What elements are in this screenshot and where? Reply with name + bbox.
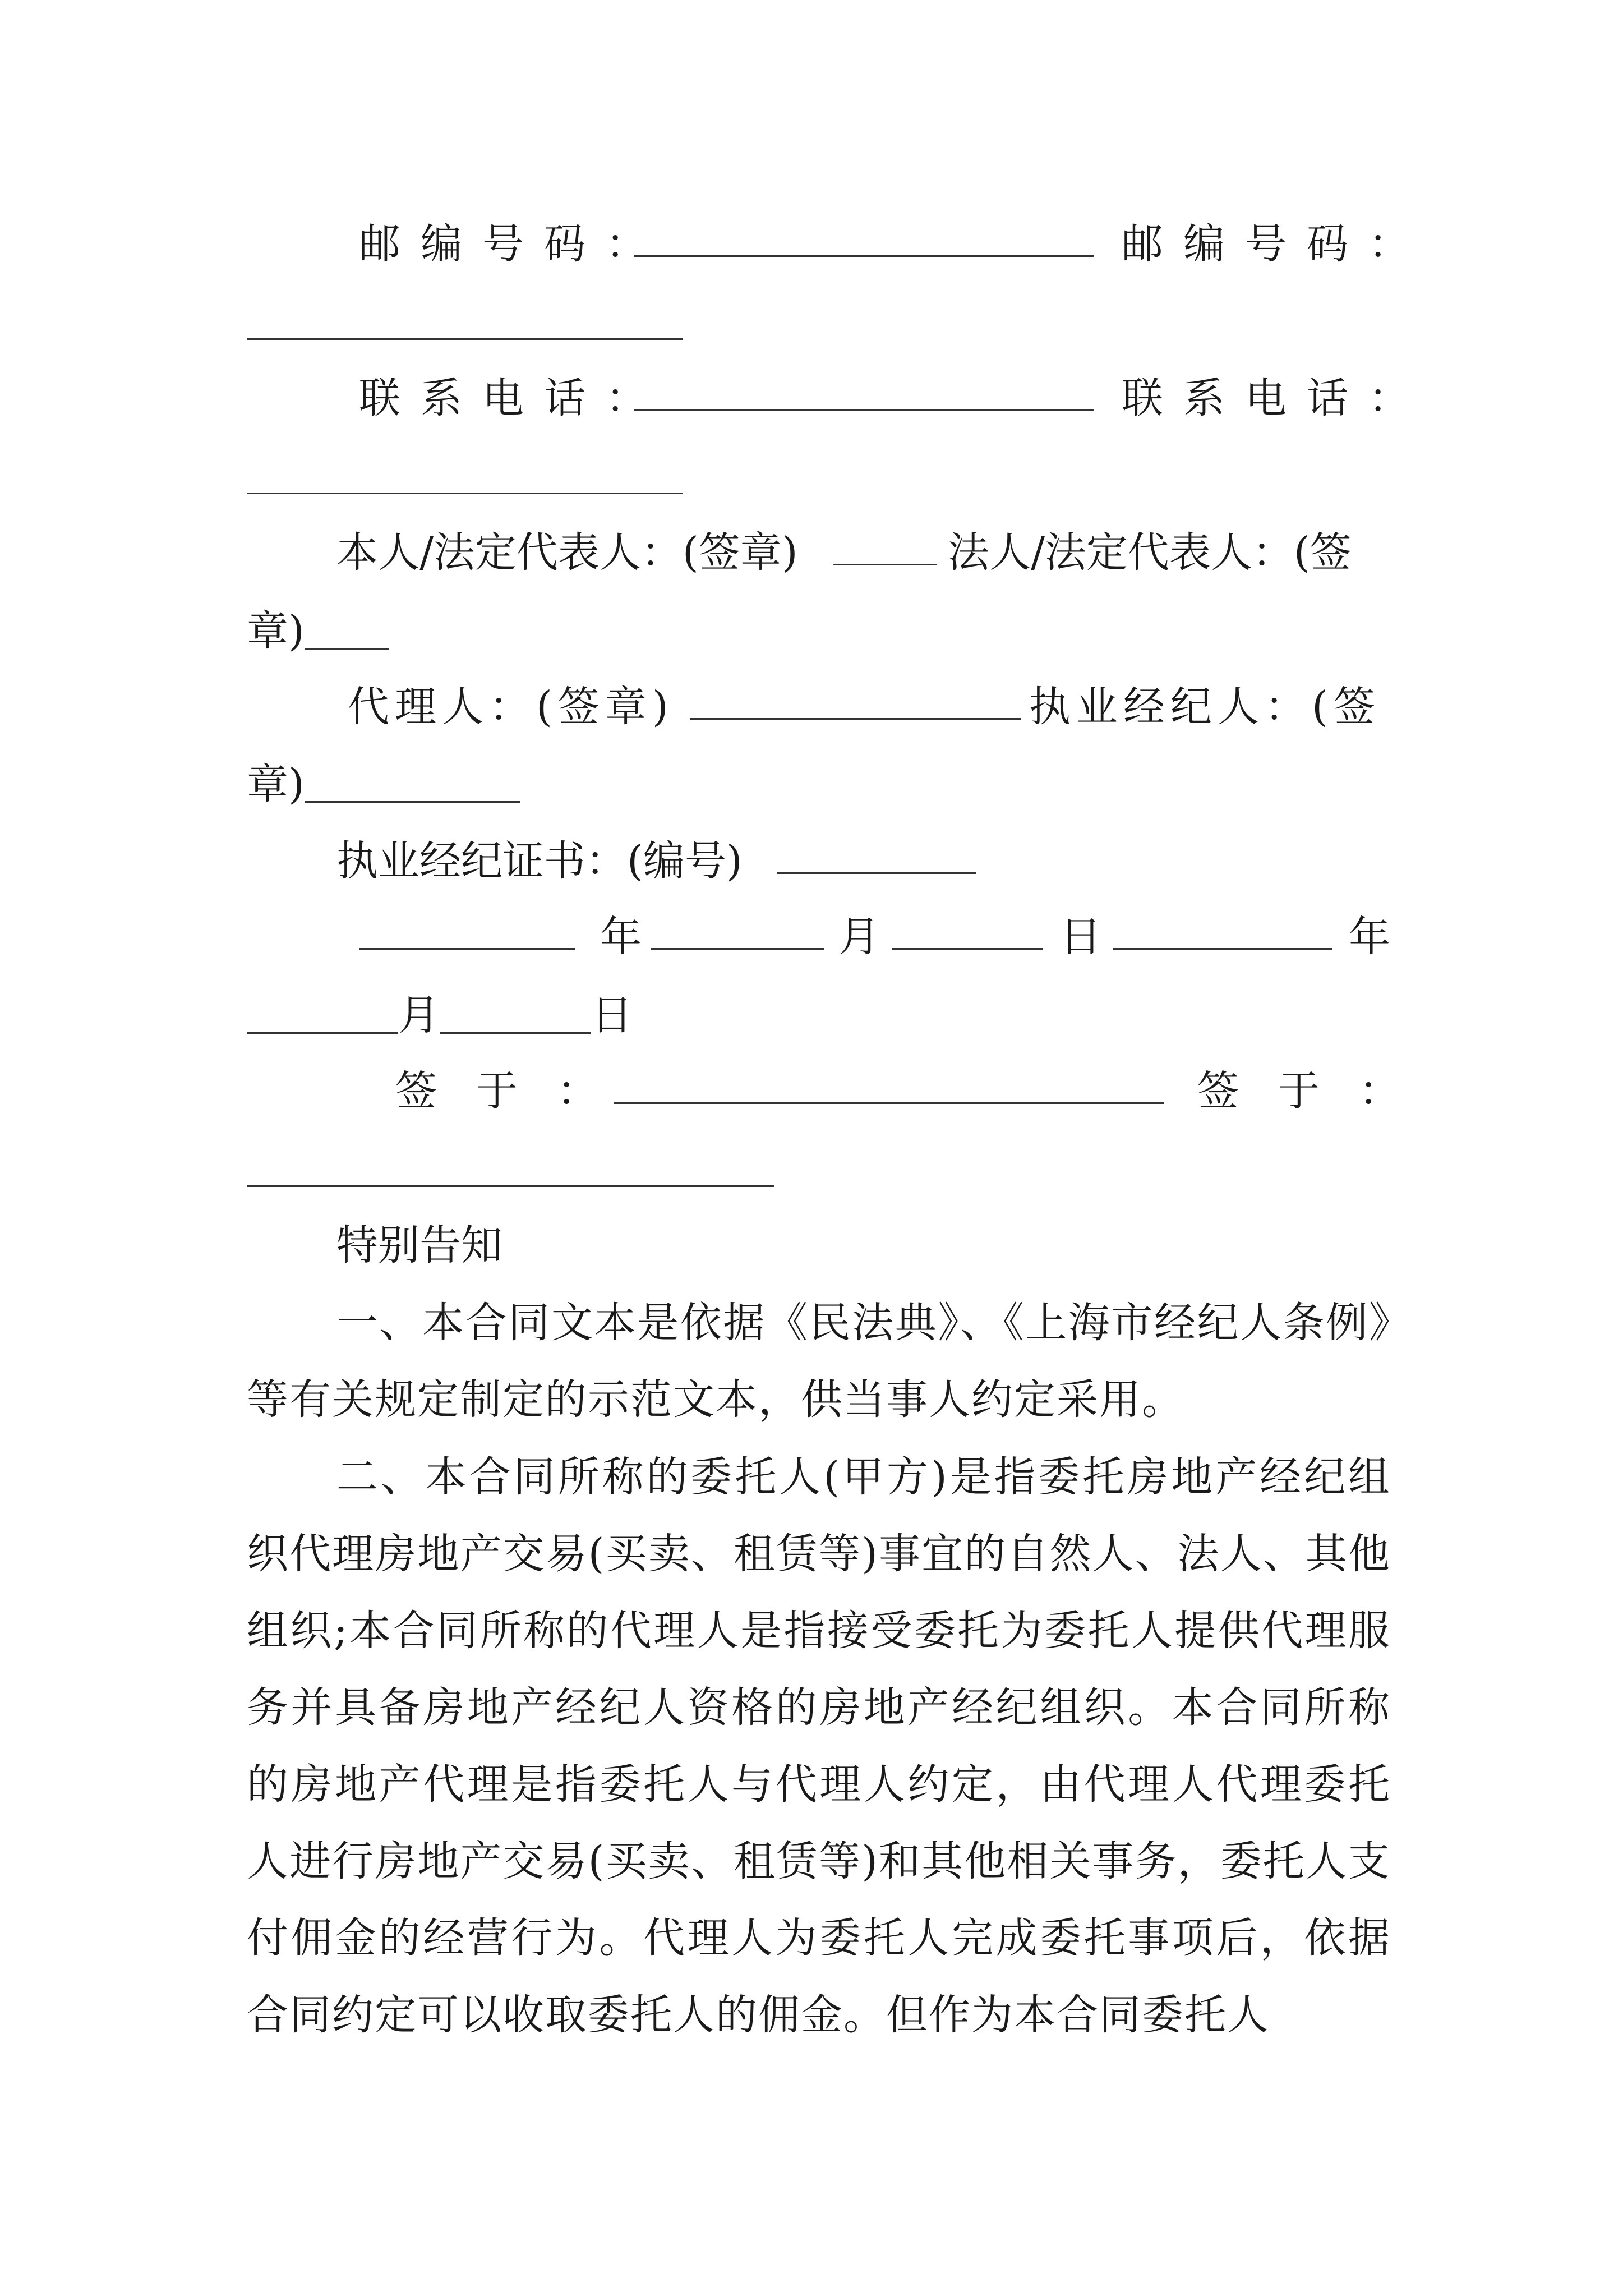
- date-cont-row: [247, 987, 1391, 1043]
- date-year-blank-left[interactable]: [359, 909, 575, 950]
- date-day-blank-right[interactable]: [440, 993, 591, 1034]
- agent-sign-blank[interactable]: [690, 679, 1021, 720]
- signed-at-blank-left[interactable]: [614, 1063, 1164, 1104]
- date-year-label-right: 年: [1349, 913, 1390, 961]
- signed-at-blank-right[interactable]: [247, 1185, 774, 1187]
- date-day-label-right: 日: [591, 991, 633, 1039]
- certificate-label: 执业经纪证书：(编号): [336, 837, 743, 885]
- notice-paragraph-2: 二、本合同所称的委托人(甲方)是指委托房地产经纪组织代理房地产交易(买卖、租赁等)事宜的自然人、法人、其他组织;本合同所称的代理人是指接受委托为委托人提供代理服务并具备房地产经纪人资格的房地产经纪组织。本合同所称的房地产代理是指委托人与代理人约定，由代理人代理委托人进行房地产交易(买卖、租赁等)和其他相关事务，委托人支付佣金的经营行为。代理人为委托人完成委托事项后，依据合同约定可以收取委托人的佣金。但作为本合同委托人: [247, 1453, 1391, 2039]
- phone-label-left: 联系电话：: [359, 374, 667, 422]
- signed-at-label-right: 签于：: [1197, 1067, 1440, 1115]
- broker-sign-cont: 章): [247, 760, 305, 808]
- notice-paragraph-1: 一、本合同文本是依据《民法典》、《上海市经纪人条例》等有关规定制定的示范文本，供当事人约定采用。: [247, 1299, 1391, 1424]
- phone-label-right: 联系电话：: [1122, 374, 1430, 422]
- signed-at-label-left: 签于：: [395, 1067, 638, 1115]
- certificate-blank[interactable]: [777, 833, 976, 874]
- principal-sign-cont-row: [247, 603, 1391, 659]
- date-month-label-right: 月: [398, 991, 440, 1039]
- agent-sign-cont-row: [247, 756, 1391, 812]
- principal-sign-label: 本人/法定代表人：(签章): [336, 528, 798, 577]
- postal-blank-left[interactable]: [634, 216, 1094, 257]
- date-year-blank-right[interactable]: [1113, 909, 1332, 950]
- date-month-label-left: 月: [838, 913, 880, 961]
- postal-label-right: 邮编号码：: [1122, 220, 1430, 268]
- date-year-label-left: 年: [600, 913, 642, 961]
- legal-rep-sign-cont: 章): [247, 607, 305, 655]
- date-month-blank-right[interactable]: [247, 993, 398, 1034]
- notice-heading: 特别告知: [336, 1221, 502, 1269]
- date-day-blank-left[interactable]: [892, 909, 1043, 950]
- broker-sign-label: 执业经纪人：(签: [1029, 683, 1381, 731]
- legal-rep-sign-blank[interactable]: [305, 609, 389, 650]
- legal-rep-sign-label: 法人/法定代表人：(签: [948, 528, 1352, 577]
- broker-sign-blank[interactable]: [305, 762, 520, 803]
- date-day-label-left: 日: [1060, 913, 1101, 961]
- phone-blank-left[interactable]: [634, 370, 1094, 411]
- date-month-blank-left[interactable]: [651, 909, 824, 950]
- postal-label-left: 邮编号码：: [359, 220, 667, 268]
- phone-blank-right[interactable]: [247, 493, 683, 494]
- postal-blank-right[interactable]: [247, 338, 683, 340]
- principal-sign-blank[interactable]: [833, 524, 937, 565]
- agent-sign-label: 代理人：(签章): [348, 683, 674, 731]
